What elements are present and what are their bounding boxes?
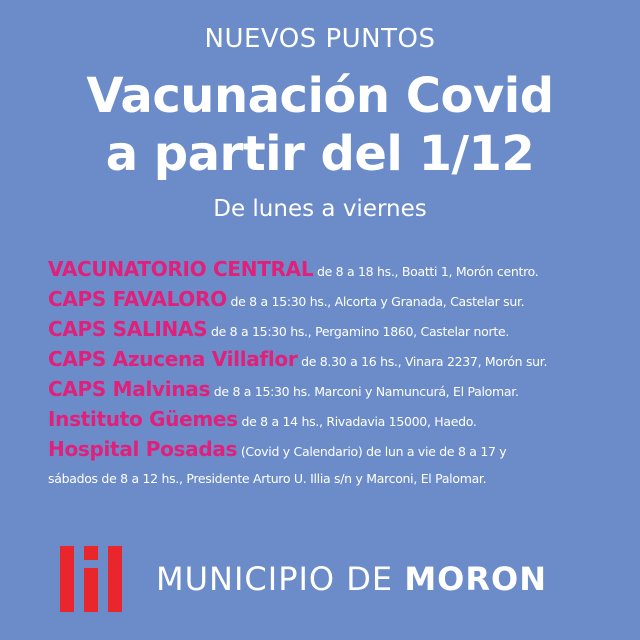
brand-prefix: MUNICIPIO DE <box>156 560 405 598</box>
location-name: VACUNATORIO CENTRAL <box>48 257 314 281</box>
brand-name-bold: MORON <box>404 560 547 598</box>
location-detail: de 8 a 14 hs., Rivadavia 15000, Haedo. <box>237 414 477 429</box>
subheadline: De lunes a viernes <box>213 196 427 222</box>
location-detail: de 8 a 15:30 hs., Pergamino 1860, Castelar norte. <box>207 324 510 339</box>
location-item <box>48 404 628 434</box>
kicker-title: NUEVOS PUNTOS <box>204 24 436 54</box>
location-name: Hospital Posadas <box>48 437 238 461</box>
location-name: CAPS Malvinas <box>48 377 211 401</box>
location-detail: (Covid y Calendario) de lun a vie de 8 a 17 y <box>237 444 507 459</box>
locations-list <box>48 254 628 494</box>
location-name: CAPS Azucena Villaflor <box>48 347 298 371</box>
brand-name <box>156 560 547 598</box>
headline-line-2: a partir del 1/12 <box>105 126 535 182</box>
location-detail-continuation: sábados de 8 a 12 hs., Presidente Arturo U. Illia s/n y Marconi, El Palomar. <box>48 471 487 486</box>
location-item <box>48 314 628 344</box>
location-detail: de 8 a 15:30 hs., Alcorta y Granada, Castelar sur. <box>226 294 525 309</box>
location-item <box>48 344 628 374</box>
location-name: CAPS FAVALORO <box>48 287 227 311</box>
location-detail: de 8 a 15:30 hs. Marconi y Namuncurá, El Palomar. <box>210 384 519 399</box>
location-name: Instituto Güemes <box>48 407 238 431</box>
footer <box>60 546 600 616</box>
headline-line-1: Vacunación Covid <box>86 68 554 124</box>
location-item <box>48 254 628 284</box>
location-item <box>48 374 628 404</box>
location-name: CAPS SALINAS <box>48 317 208 341</box>
location-item <box>48 284 628 314</box>
location-item <box>48 434 628 464</box>
location-detail: de 8 a 18 hs., Boatti 1, Morón centro. <box>313 264 539 279</box>
municipio-logo-icon <box>60 546 126 612</box>
location-detail: de 8.30 a 16 hs., Vinara 2237, Morón sur. <box>297 354 548 369</box>
